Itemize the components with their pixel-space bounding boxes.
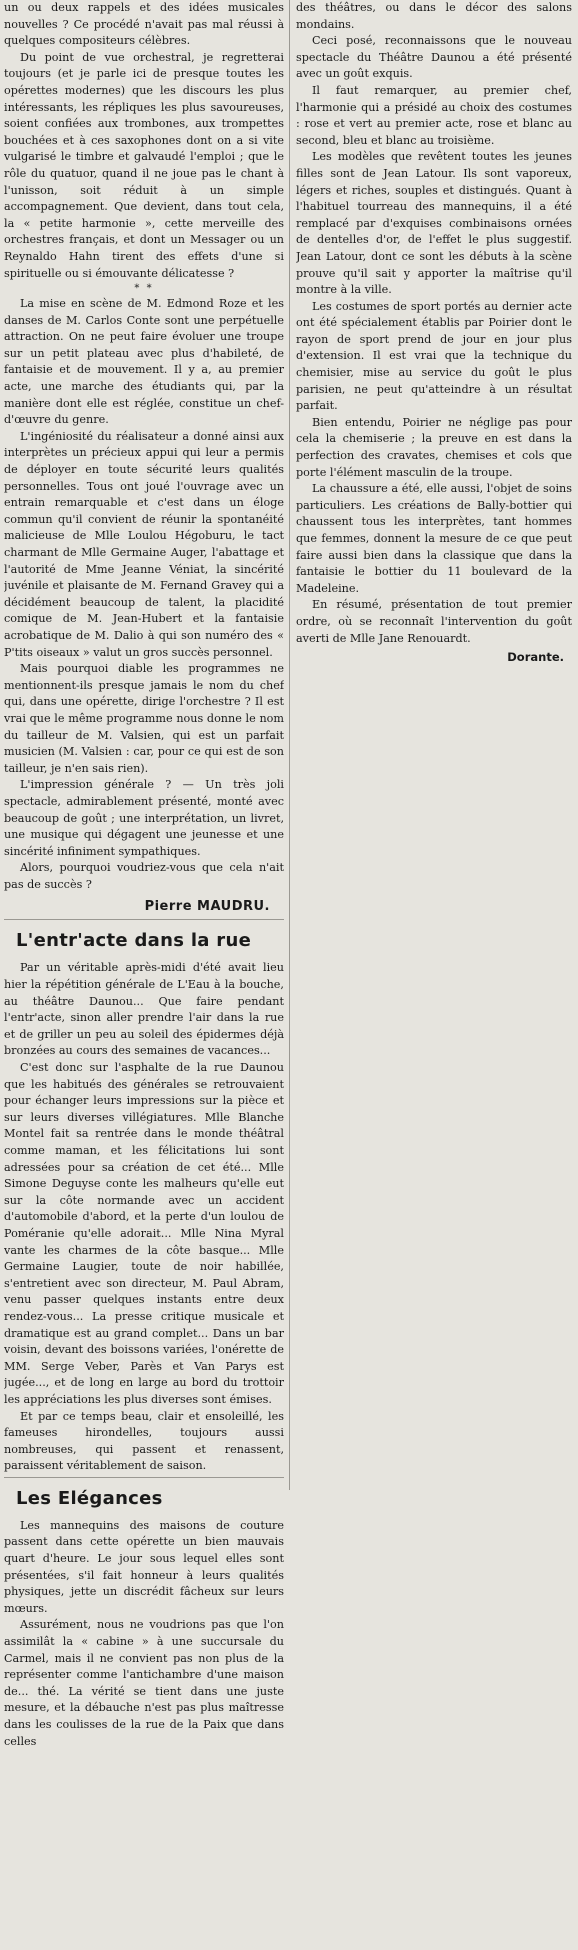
paragraph: C'est donc sur l'asphalte de la rue Daunou que les habitués des générales se retrouvaient pour échanger leurs impressions sur la pièce et sur leurs diverses villégiatures. Mlle Blanche Montel fait sa rentrée dans le monde théâtral comme maman, et les félicitations lui sont adressées pour sa création de cet été... Mlle Simone Deguyse conte les malheurs qu'elle eut sur la côte normande avec un accident d'automobile d'abord, et la perte d'un loulou de Poméranie qu'elle adorait... Mlle Nina Myral vante les charmes de la côte basque... Mlle Germaine Laugier, toute de noir habillée, s'entretient avec son directeur, M. Paul Abram, venu passer quelques instants entre deux rendez-vous... La presse critique musicale et dramatique est au grand complet... Dans un bar voisin, devant des boissons variées, l'onérette de MM. Serge Veber, Parès et Van Parys est jugée..., et de long en large au bord du trottoir les appréciations les plus diverses sont émises.: [4, 1061, 284, 1406]
paragraph: Alors, pourquoi voudriez-vous que cela n'ait pas de succès ?: [4, 861, 284, 891]
author-signature: Dorante.: [507, 650, 564, 665]
paragraph: La chaussure a été, elle aussi, l'objet de soins particuliers. Les créations de Bally-bottier qui chaussent tous les interprètes, tant hommes que femmes, donnent la mesure de ce que peut faire aussi bien dans la classique que dans la fantaisie le bottier du 11 boulevard de la Madeleine.: [296, 482, 572, 595]
paragraph: L'ingéniosité du réalisateur a donné ainsi aux interprètes un précieux appui qui leur a permis de déployer en toute sécurité leurs qualités personnelles. Tous ont joué l'ouvrage avec un entrain remarquable et c'est dans un éloge commun qu'il convient de réunir la spontanéité malicieuse de Mlle Loulou Hégoburu, le tact charmant de Mlle Germaine Auger, l'abattage et l'autorité de Mme Jeanne Véniat, la sincérité juvénile et plaisante de M. Fernand Gravey qui a décidément beaucoup de talent, la placidité comique de M. Jean-Hubert et la fantaisie acrobatique de M. Dalio à qui son numéro des « P'tits oiseaux » valut un gros succès personnel.: [4, 429, 284, 659]
paragraph: Assurément, nous ne voudrions pas que l'on assimilât la « cabine » à une succursale du Carmel, mais il ne convient pas non plus de la représenter comme l'antichambre d'une maison de... thé. La vérité se tient dans une juste mesure, et la débauche n'est pas plus maîtresse dans les coulisses de la rue de la Paix que dans celles: [4, 1618, 284, 1748]
author-signature: Pierre MAUDRU.: [144, 899, 270, 915]
paragraph: En résumé, présentation de tout premier ordre, où se reconnaît l'intervention du goût averti de Mlle Jane Renouardt.: [296, 598, 572, 645]
article-heading: L'entr'acte dans la rue: [16, 930, 252, 952]
paragraph: Les modèles que revêtent toutes les jeunes filles sont de Jean Latour. Ils sont vaporeux, légers et riches, souples et distingués. Quant à l'habituel tourreau des mannequins, il a été remplacé par d'exquises combinaisons ornées de dentelles d'or, de l'effet le plus suggestif. Jean Latour, dont ce sont les débuts à la scène prouve qu'il sait y apporter la maîtrise qu'il montre à la ville.: [296, 150, 572, 297]
paragraph: Et par ce temps beau, clair et ensoleillé, les fameuses hirondelles, toujours aussi nombreuses, qui passent et renassent, paraissent véritablement de saison.: [4, 1409, 284, 1473]
paragraph: des théâtres, ou dans le décor des salons mondains.: [296, 1, 572, 31]
section-rule: [4, 1477, 284, 1478]
paragraph: Par un véritable après-midi d'été avait lieu hier la répétition générale de L'Eau à la bouche, au théâtre Daunou... Que faire pendant l'entr'acte, sinon aller prendre l'air dans la rue et de griller un peu au soleil des épidermes déjà bronzées au cours des semaines de vacances...: [4, 961, 284, 1058]
right-column: [296, 0, 572, 1950]
paragraph: Ceci posé, reconnaissons que le nouveau spectacle du Théâtre Daunou a été présenté avec un goût exquis.: [296, 34, 572, 81]
article-heading: Les Elégances: [16, 1487, 163, 1509]
paragraph: Les costumes de sport portés au dernier acte ont été spécialement établis par Poirier dont le rayon de sport prend de jour en jour plus d'extension. Il est vrai que la technique du chemisier, mise au service du goût le plus parisien, ne peut qu'atteindre à un résultat parfait.: [296, 299, 572, 413]
paragraph: Bien entendu, Poirier ne néglige pas pour cela la chemiserie ; la preuve en est dans la perfection des cravates, chemises et cols que porte l'élément masculin de la troupe.: [296, 415, 572, 479]
paragraph: un ou deux rappels et des idées musicales nouvelles ? Ce procédé n'avait pas mal réussi à quelques compositeurs célèbres.: [4, 1, 284, 48]
section-rule: [4, 919, 284, 920]
paragraph: La mise en scène de M. Edmond Roze et les danses de M. Carlos Conte sont une perpétuelle attraction. On ne peut faire évoluer une troupe sur un petit plateau avec plus d'habileté, de fantaisie et de mouvement. Il y a, au premier acte, une marche des étudiants qui, par la manière dont elle est réglée, constitue un chef-d'œuvre du genre.: [4, 297, 284, 427]
paragraph: Les mannequins des maisons de couture passent dans cette opérette un bien mauvais quart d'heure. Le jour sous lequel elles sont présentées, s'il fait honneur à leurs qualités physiques, jette un discrédit fâcheux sur leurs mœurs.: [4, 1518, 284, 1615]
paragraph: Il faut remarquer, au premier chef, l'harmonie qui a présidé au choix des costumes : rose et vert au premier acte, rose et blanc au second, bleu et blanc au troisième.: [296, 83, 572, 147]
paragraph: Du point de vue orchestral, je regretterai toujours (et je parle ici de presque toutes les opérettes modernes) que les discours les plus intéressants, les répliques les plus savoureuses, soient confiées aux trombones, aux trompettes bouchées et à ces saxophones dont on a si vite vulgarisé le timbre et galvaudé l'emploi ; que le rôle du quatuor, quand il ne joue pas le chant à l'unisson, soit réduit à un simple accompagnement. Que devient, dans tout cela, la « petite harmonie », cette merveille des orchestres français, et dont un Messager ou un Reynaldo Hahn tirent des effets d'une si spirituelle ou si émouvante délicatesse ?: [4, 50, 284, 280]
paragraph: L'impression générale ? — Un très joli spectacle, admirablement présenté, monté avec beaucoup de goût ; une interprétation, un livret, une musique qui dégagent une jeunesse et une sincérité infiniment sympathiques.: [4, 778, 284, 858]
left-column: [4, 0, 284, 1950]
column-divider: [289, 0, 290, 1490]
section-stars: * *: [134, 283, 154, 295]
paragraph: Mais pourquoi diable les programmes ne mentionnent-ils presque jamais le nom du chef qui, dans une opérette, dirige l'orchestre ? Il est vrai que le même programme nous donne le nom du tailleur de M. Valsien, qui est un parfait musicien (M. Valsien : car, pour ce qui est de son tailleur, je n'en sais rien).: [4, 662, 284, 775]
